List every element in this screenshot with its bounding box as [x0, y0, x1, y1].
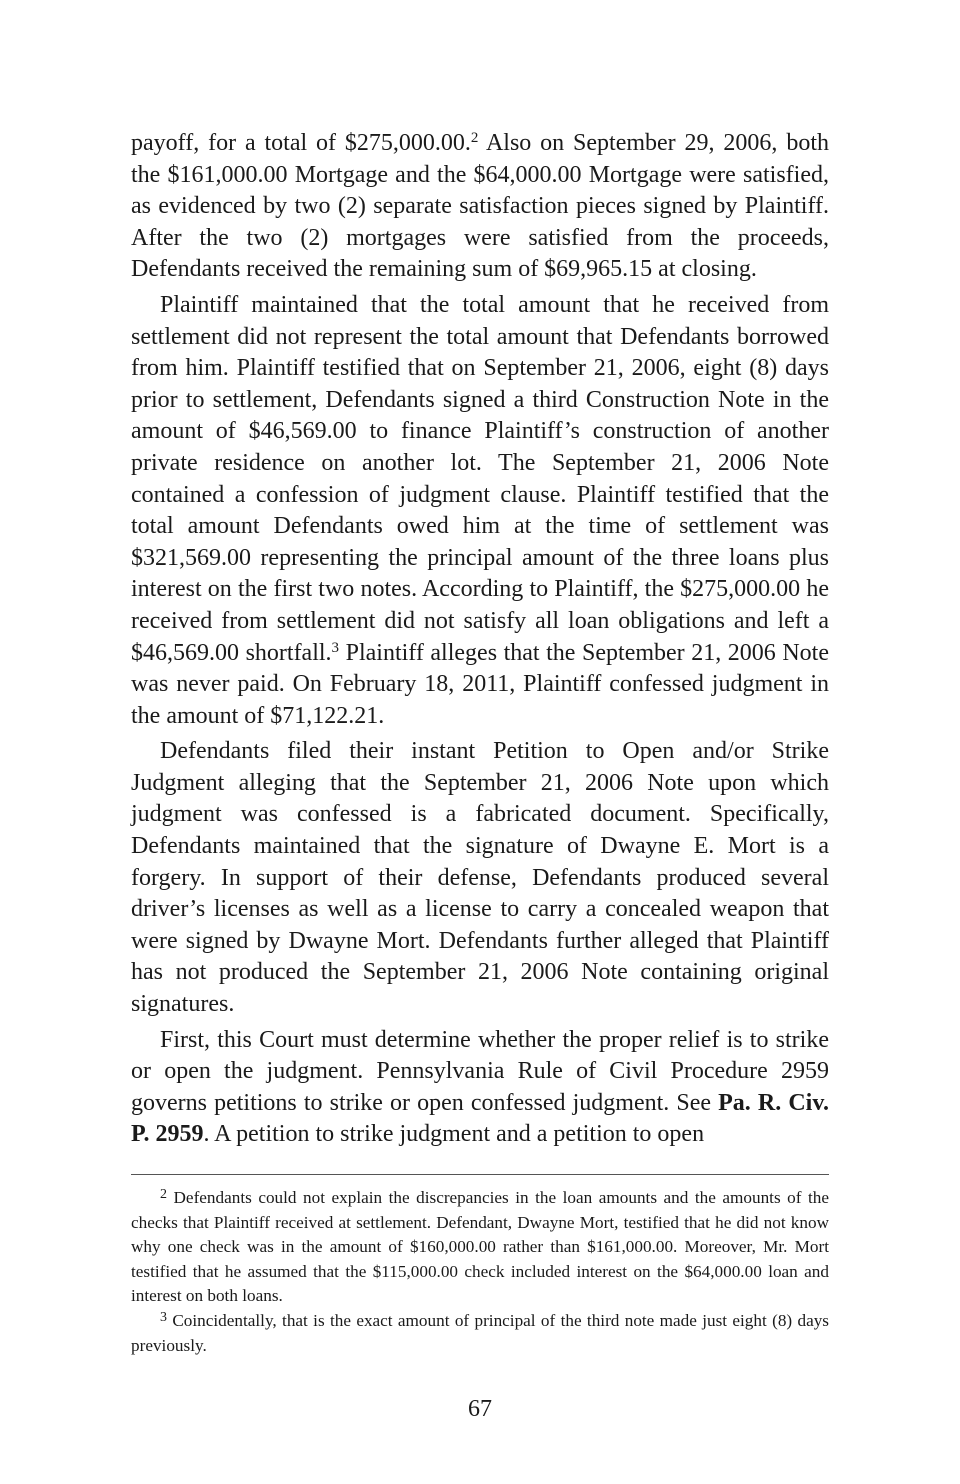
paragraph-1-text-a: payoff, for a total of $275,000.00.	[131, 130, 471, 156]
footnote-3	[131, 1309, 829, 1358]
page-number: 67	[468, 1396, 492, 1422]
paragraph-1	[131, 128, 829, 286]
paragraph-2-text-b: Plaintiff alleges that the September 21, 2006 Note was never paid. On February 18, 2011, Plaintiff confessed judgment in the amount of $71,122.21.	[131, 639, 829, 729]
document-body	[131, 128, 829, 1155]
footnote-3-marker: 3	[160, 1309, 167, 1325]
footnote-ref-2: 2	[470, 130, 479, 146]
footnote-3-text: Coincidentally, that is the exact amount of principal of the third note made just eight (8) days previously.	[131, 1310, 829, 1355]
paragraph-1-text-b: Also on September 29, 2006, both the $161,000.00 Mortgage and the $64,000.00 Mortgage were satisfied, as evidenced by two (2) separate satisfaction pieces signed by Plaintiff. After the two (2) mortgages were satisfied from the proceeds, Defendants received the remaining sum of $69,965.15 at closing.	[131, 130, 829, 283]
footnotes	[131, 1186, 829, 1358]
footnote-ref-3: 3	[331, 639, 340, 656]
paragraph-3: Defendants filed their instant Petition to Open and/or Strike Judgment alleging that the September 21, 2006 Note upon which judgment was confessed is a fabricated document. Specifically, Defendants maintained that the signature of Dwayne E. Mort is a forgery. In support of their defense, Defendants produced several driver’s licenses as well as a license to carry a concealed weapon that were signed by Dwayne Mort. Defendants further alleged that Plaintiff has not produced the September 21, 2006 Note containing original signatures.	[131, 738, 829, 1018]
footnote-divider	[131, 1174, 829, 1175]
paragraph-4	[131, 1025, 829, 1151]
paragraph-4-text-a: First, this Court must determine whether the proper relief is to strike or open the judgment. Pennsylvania Rule of Civil Procedure 2959 governs petitions to strike or open confessed judgment. See	[131, 1026, 829, 1116]
footnote-2-marker: 2	[160, 1187, 167, 1202]
footnote-2	[131, 1186, 829, 1309]
footnote-2-text: Defendants could not explain the discrepancies in the loan amounts and the amounts of the checks that Plaintiff received at settlement. Defendant, Dwayne Mort, testified that he did not know why one check was in the amount of $160,000.00 rather than $161,000.00. Moreover, Mr. Mort testified that he assumed that the $115,000.00 check included interest on the $64,000.00 loan and interest on both loans.	[131, 1188, 829, 1306]
paragraph-4-text-b: . A petition to strike judgment and a petition to open	[203, 1121, 705, 1148]
paragraph-2	[131, 290, 829, 732]
rule-citation: Pa. R. Civ. P. 2959	[131, 1089, 830, 1148]
paragraph-2-text-a: Plaintiff maintained that the total amount that he received from settlement did not represent the total amount that Defendants borrowed from him. Plaintiff testified that on September 21, 2006, eight (8) days prior to settlement, Defendants signed a third Construction Note in the amount of $46,569.00 to finance Plaintiff’s construction of another private residence on another lot. The September 21, 2006 Note contained a confession of judgment clause. Plaintiff testified that the total amount Defendants owed him at the time of settlement was $321,569.00 representing the principal amount of the three loans plus interest on the first two notes. According to Plaintiff, the $275,000.00 he received from settlement did not satisfy all loan obligations and left a $46,569.00 shortfall.	[131, 291, 829, 666]
